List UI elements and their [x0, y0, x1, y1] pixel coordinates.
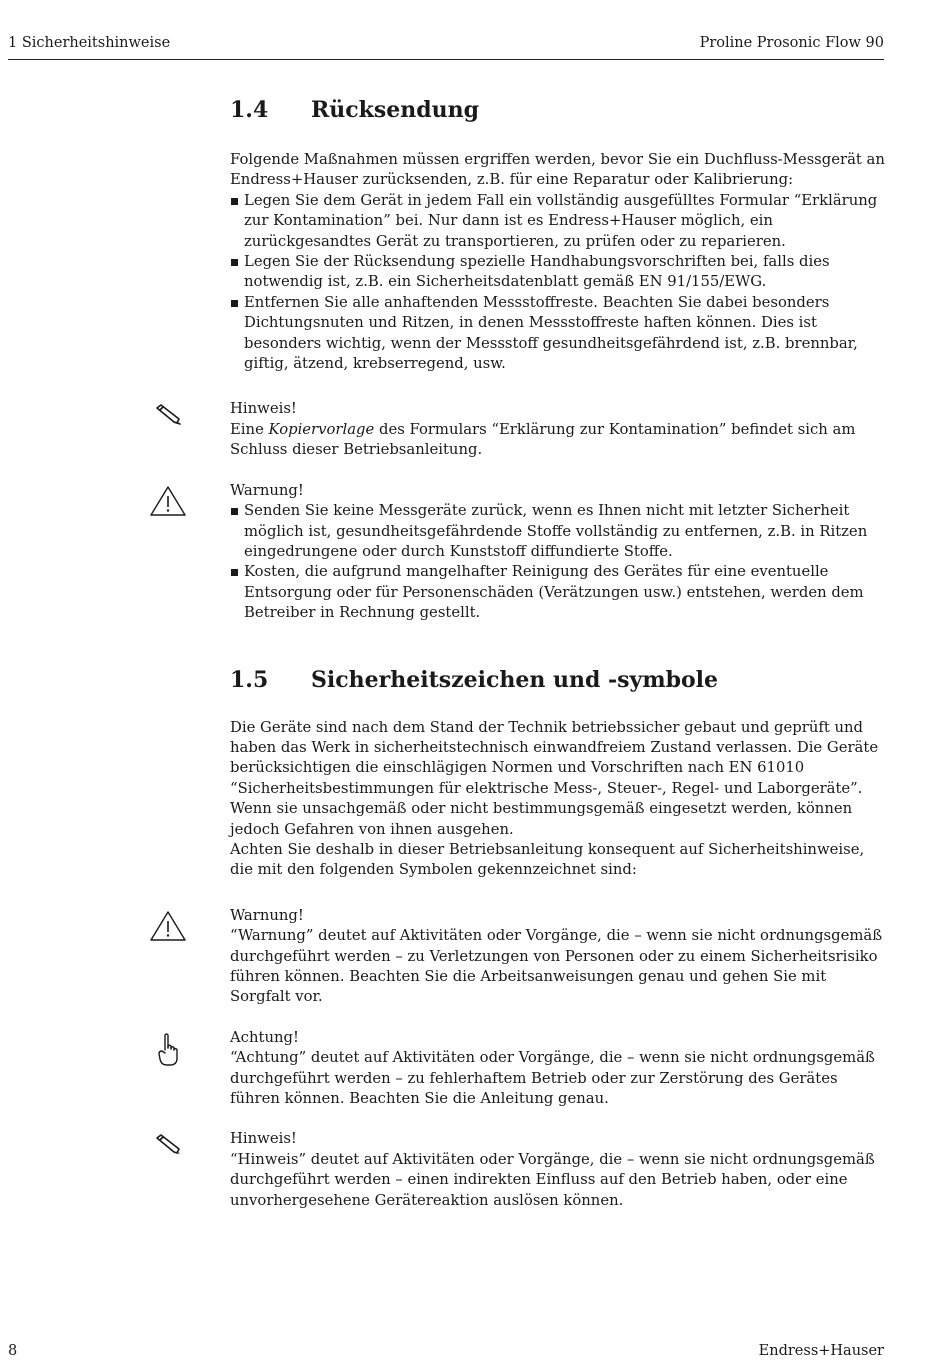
symbol-text: “Achtung” deutet auf Aktivitäten oder Vorgänge, die – wenn sie nicht ordnungsgemäß durchgeführt werden – zu fehlerhaftem Betrieb oder zur Zerstörung des Gerätes führen können. Beachten Sie die Anleitung genau. — [230, 1049, 875, 1108]
header-product: Proline Prosonic Flow 90 — [699, 35, 884, 51]
section-intro-2: Achten Sie deshalb in dieser Betriebsanleitung konsequent auf Sicherheitshinweise, die mit den folgenden Symbolen gekennzeichnet sind: — [230, 840, 865, 879]
warning-list — [230, 501, 888, 623]
page-header — [8, 30, 884, 60]
warning-label: Warnung! — [230, 481, 304, 499]
note-block — [230, 399, 888, 460]
section-number: 1.5 — [230, 666, 269, 693]
list-item: Entfernen Sie alle anhaftenden Messstoffreste. Beachten Sie dabei besonders Dichtungsnuten und Ritzen, in denen Messstoffreste haften können. Dies ist besonders wichtig, wenn der Messstoff gesundheitsgefährdend ist, z.B. brennbar, giftig, ätzend, krebserregend, usw. — [230, 293, 888, 375]
section-heading-1-4 — [230, 92, 888, 128]
symbol-text: “Warnung” deutet auf Aktivitäten oder Vorgänge, die – wenn sie nicht ordnungsgemäß durchgeführt werden – zu Verletzungen von Personen oder zu einem Sicherheitsrisiko führen können. Beachten Sie die Arbeitsanweisungen genau und gehen Sie mit Sorgfalt vor. — [230, 927, 883, 1006]
note-text-italic: Kopiervorlage — [268, 420, 375, 438]
section-title: Sicherheitszeichen und -symbole — [311, 666, 719, 693]
section-title: Rücksendung — [311, 97, 480, 123]
warning-triangle-icon — [148, 910, 188, 938]
note-text-start: Eine — [230, 420, 269, 438]
footer-brand: Endress+Hauser — [758, 1343, 884, 1359]
pencil-icon — [148, 403, 188, 431]
list-item: Legen Sie der Rücksendung spezielle Handhabungsvorschriften bei, falls dies notwendig ist, z.B. ein Sicherheitsdatenblatt gemäß EN 91/155/EWG. — [230, 252, 888, 293]
list-item: Kosten, die aufgrund mangelhafter Reinigung des Gerätes für eine eventuelle Entsorgung oder für Personenschäden (Verätzungen usw.) entstehen, werden dem Betreiber in Rechnung gestellt. — [230, 562, 888, 623]
symbol-warning-block — [230, 906, 888, 1008]
section-number: 1.4 — [230, 97, 269, 123]
pencil-icon — [148, 1133, 188, 1161]
list-item: Senden Sie keine Messgeräte zurück, wenn es Ihnen nicht mit letzter Sicherheit möglich ist, gesundheitsgefährdende Stoffe vollständig zu entfernen, z.B. in Ritzen eingedrungene oder durch Kunststoff diffundierte Stoffe. — [230, 501, 888, 562]
symbol-text: “Hinweis” deutet auf Aktivitäten oder Vorgänge, die – wenn sie nicht ordnungsgemäß durchgeführt werden – einen indirekten Einfluss auf den Betrieb haben, oder eine unvorhergesehene Gerätereaktion auslösen können. — [230, 1150, 875, 1209]
warning-block — [230, 481, 888, 624]
return-steps-list — [230, 191, 888, 375]
warning-triangle-icon — [148, 485, 188, 513]
list-item: Legen Sie dem Gerät in jedem Fall ein vollständig ausgefülltes Formular “Erklärung zur Kontamination” bei. Nur dann ist es Endress+Hauser möglich, ein zurückgesandtes Gerät zu transportieren, zu prüfen oder zu reparieren. — [230, 191, 888, 252]
section-heading-1-5 — [230, 662, 888, 698]
symbol-caution-block — [230, 1028, 888, 1110]
note-text-end: des Formulars “Erklärung zur Kontamination” befindet sich am Schluss dieser Betriebsanleitung. — [230, 420, 856, 459]
section-intro: Folgende Maßnahmen müssen ergriffen werden, bevor Sie ein Duchfluss-Messgerät an Endress+Hauser zurücksenden, z.B. für eine Reparatur oder Kalibrierung: — [230, 151, 885, 189]
note-label: Hinweis! — [230, 400, 297, 418]
symbol-note-block — [230, 1129, 888, 1211]
symbol-label: Achtung! — [230, 1028, 299, 1046]
note-text — [230, 421, 855, 458]
page-number: 8 — [8, 1343, 18, 1359]
header-section: 1 Sicherheitshinweise — [8, 35, 171, 51]
section-intro: Die Geräte sind nach dem Stand der Technik betriebssicher gebaut und geprüft und haben das Werk in sicherheitstechnisch einwandfreiem Zustand verlassen. Die Geräte berücksichtigen die einschlägigen Normen und Vorschriften nach EN 61010 “Sicherheitsbestimmungen für elektrische Mess-, Steuer-, Regel- und Laborgeräte”. Wenn sie unsachgemäß oder nicht bestimmungsgemäß eingesetzt werden, können jedoch Gefahren von ihnen ausgehen. — [230, 718, 879, 838]
page-footer — [8, 1340, 884, 1362]
pointing-hand-icon — [148, 1032, 188, 1060]
symbol-label: Warnung! — [230, 906, 304, 924]
symbol-label: Hinweis! — [230, 1130, 297, 1148]
page-content — [230, 92, 888, 1211]
